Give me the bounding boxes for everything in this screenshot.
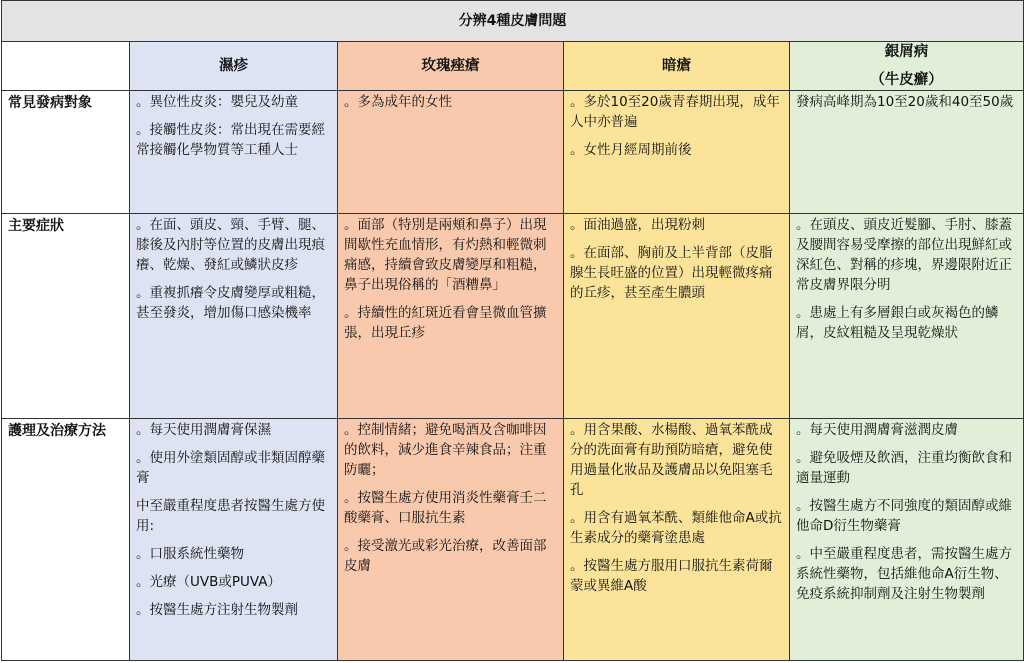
cell-text: 。避免吸煙及飲酒，注重均衡飲食和適量運動 (796, 450, 1012, 486)
cell-text: 。在面、頭皮、頸、手臂、腿、膝後及內肘等位置的皮膚出現痕癢、乾燥、發紅或鱗狀皮疹 (136, 217, 325, 273)
cell-rosacea (338, 214, 564, 419)
cell-rosacea (338, 419, 564, 661)
cell-text: 。口服系統性藥物 (136, 546, 244, 562)
cell-text: 。多於10至20歲青春期出現，成年人中亦普遍 (570, 94, 780, 130)
table-row (2, 214, 1024, 419)
cell-text: 。女性月經周期前後 (570, 142, 692, 158)
cell-eczema (130, 419, 338, 661)
cell-psoriasis (790, 419, 1024, 661)
cell-text: 。面油過盛，出現粉刺 (570, 217, 705, 233)
cell-text: 發病高峰期為10至20歲和40至50歲 (796, 94, 1014, 110)
cell-text: 。在頭皮、頭皮近髮腳、手肘、膝蓋及腰間容易受摩擦的部位出現鮮紅或深紅色、對稱的疹塊，界邊限附近正常皮膚界限分明 (796, 217, 1012, 293)
cell-psoriasis (790, 91, 1024, 214)
col-header-eczema: 濕疹 (130, 42, 338, 91)
cell-text: 。接觸性皮炎：常出現在需要經常接觸化學物質等工種人士 (136, 122, 325, 158)
cell-text: 。用含有過氧苯酰、類維他命A或抗生素成分的藥膏塗患處 (570, 510, 782, 546)
row-label-target: 常見發病對象 (2, 91, 130, 214)
cell-text: 。每天使用潤膚膏保濕 (136, 422, 271, 438)
cell-eczema (130, 214, 338, 419)
cell-text: 。按醫生處方服用口服抗生素荷爾蒙或異維A酸 (570, 558, 773, 594)
cell-text: 。使用外塗類固醇或非類固醇藥膏 (136, 450, 325, 486)
cell-text: 。按醫生處方使用消炎性藥膏壬二酸藥膏、口服抗生素 (344, 490, 547, 526)
cell-text: 。患處上有多層銀白或灰褐色的鱗屑，皮紋粗糙及呈現乾燥狀 (796, 305, 999, 341)
cell-acne (564, 214, 790, 419)
corner-cell (2, 42, 130, 91)
cell-text: 。面部（特別是兩頰和鼻子）出現間歇性充血情形，有灼熱和輕微刺痛感，持續會致皮膚變厚和粗糙，鼻子出現俗稱的「酒糟鼻」 (344, 217, 547, 293)
col-header-psoriasis-name: 銀屑病 (884, 44, 929, 60)
cell-text: 。用含果酸、水楊酸、過氧苯酰成分的洗面膏有助預防暗瘡，避免使用過量化妝品及護膚品以免阻塞毛孔 (570, 422, 773, 498)
cell-text: 。持續性的紅斑近看會呈微血管擴張，出現丘疹 (344, 305, 547, 341)
col-header-psoriasis (790, 42, 1024, 91)
cell-text: 。按醫生處方不同強度的類固醇或維他命D衍生物藥膏 (796, 498, 1012, 534)
cell-acne (564, 91, 790, 214)
header-row (2, 42, 1024, 91)
cell-text: 。控制情緒；避免喝酒及含咖啡因的飲料，減少進食辛辣食品；注重防曬； (344, 422, 547, 478)
cell-eczema (130, 91, 338, 214)
skin-comparison-table (1, 0, 1024, 661)
cell-acne (564, 419, 790, 661)
row-label-symptoms: 主要症狀 (2, 214, 130, 419)
cell-text: 。重複抓癢令皮膚變厚或粗糙，甚至發炎，增加傷口感染機率 (136, 285, 325, 321)
cell-text: 。多為成年的女性 (344, 94, 452, 110)
cell-text: 。光療（UVB或PUVA） (136, 574, 282, 590)
table-title: 分辨4種皮膚問題 (2, 1, 1024, 42)
cell-text: 。接受激光或彩光治療，改善面部皮膚 (344, 538, 547, 574)
title-row (2, 1, 1024, 42)
cell-text: 。每天使用潤膚膏滋潤皮膚 (796, 422, 958, 438)
cell-text: 。中至嚴重程度患者，需按醫生處方系統性藥物，包括維他命A衍生物、免疫系統抑制劑及注射生物製劑 (796, 546, 1012, 602)
col-header-psoriasis-alias: （牛皮癬） (870, 72, 943, 88)
cell-text: 。異位性皮炎：嬰兒及幼童 (136, 94, 298, 110)
col-header-acne: 暗瘡 (564, 42, 790, 91)
cell-rosacea (338, 91, 564, 214)
cell-text: 。在面部、胸前及上半背部（皮脂腺生長旺盛的位置）出現輕微疼痛的丘疹，甚至產生膿頭 (570, 245, 773, 301)
table-row (2, 91, 1024, 214)
cell-psoriasis (790, 214, 1024, 419)
cell-text: 中至嚴重程度患者按醫生處方使用: (136, 498, 325, 534)
table-row (2, 419, 1024, 661)
col-header-rosacea: 玫瑰痤瘡 (338, 42, 564, 91)
row-label-treatment: 護理及治療方法 (2, 419, 130, 661)
cell-text: 。按醫生處方注射生物製劑 (136, 602, 298, 618)
